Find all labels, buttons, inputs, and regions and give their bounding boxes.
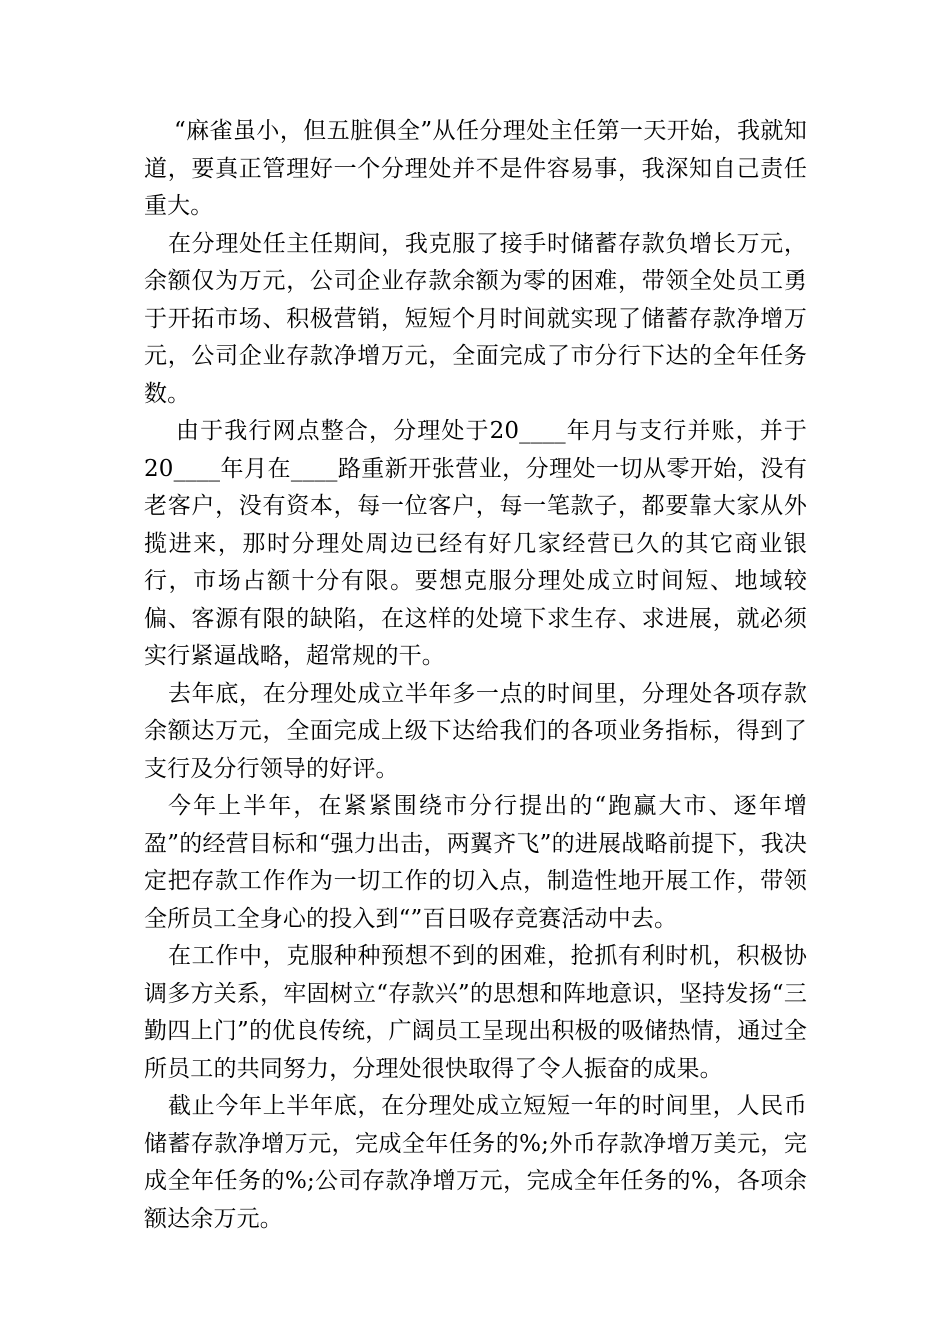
- paragraph-3: 由于我行网点整合，分理处于20____年月与支行并账，并于20____年月在____路重新开张营业，分理处一切从零开始，没有老客户，没有资本，每一位客户，每一笔款子，都要靠大家从外揽进来，那时分理处周边已经有好几家经营已久的其它商业银行，市场占额十分有限。要想克服分理处成立时间短、地域较偏、客源有限的缺陷，在这样的处境下求生存、求进展，就必须实行紧逼战略，超常规的干。: [144, 418, 807, 669]
- paragraph-7: 截止今年上半年底，在分理处成立短短一年的时间里，人民币储蓄存款净增万元，完成全年任务的%;外币存款净增万美元，完成全年任务的%;公司存款净增万元，完成全年任务的%，各项余额达余万元。: [144, 1093, 807, 1232]
- paragraph-5: 今年上半年，在紧紧围绕市分行提出的“跑赢大市、逐年增盈”的经营目标和“强力出击，两翼齐飞”的进展战略前提下，我决定把存款工作作为一切工作的切入点，制造性地开展工作，带领全所员工全身心的投入到“”百日吸存竞赛活动中去。: [144, 793, 807, 932]
- paragraph-4: 去年底，在分理处成立半年多一点的时间里，分理处各项存款余额达万元，全面完成上级下达给我们的各项业务指标，得到了支行及分行领导的好评。: [144, 680, 807, 782]
- paragraph-6: 在工作中，克服种种预想不到的困难，抢抓有利时机，积极协调多方关系，牢固树立“存款兴”的思想和阵地意识，坚持发扬“三勤四上门”的优良传统，广阔员工呈现出积极的吸储热情，通过全所员工的共同努力，分理处很快取得了令人振奋的成果。: [144, 943, 807, 1082]
- paragraph-2: 在分理处任主任期间，我克服了接手时储蓄存款负增长万元，余额仅为万元，公司企业存款余额为零的困难，带领全处员工勇于开拓市场、积极营销，短短个月时间就实现了储蓄存款净增万元，公司企业存款净增万元，全面完成了市分行下达的全年任务数。: [144, 230, 807, 407]
- document-body: [144, 113, 807, 1238]
- paragraph-1: “麻雀虽小，但五脏俱全”从任分理处主任第一天开始，我就知道，要真正管理好一个分理处并不是件容易事，我深知自己责任重大。: [144, 118, 807, 219]
